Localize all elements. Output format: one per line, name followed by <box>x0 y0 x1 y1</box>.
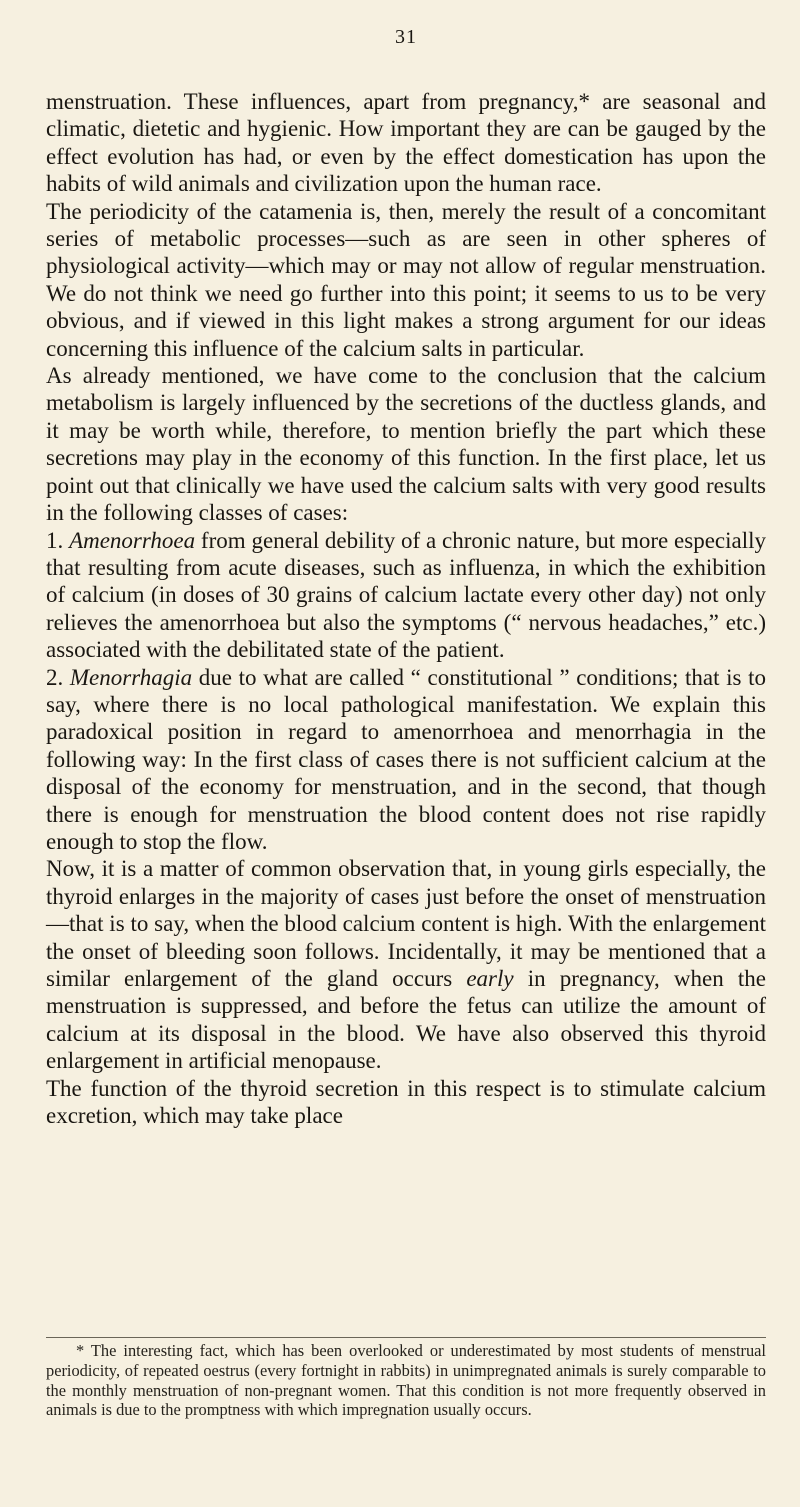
footnote-divider <box>46 1337 766 1338</box>
list-item-term: Menorrhagia <box>69 664 193 690</box>
paragraph-menstruation-influences: menstruation. These influences, apart from pregnancy,* are seasonal and climatic, dietetic and hygienic. How important they are can be gauged by the effect evolution has had, or even by the effect domestication has upon the habits of wild animals and civilization upon the human race. <box>46 89 766 197</box>
paragraph-ductless-glands: As already mentioned, we have come to the conclusion that the calcium metabolism is largely influenced by the secretions of the ductless glands, and it may be worth while, therefore, to mention briefly the part which these secretions may play in the economy of this function. In the first place, let us point out that clinically we have used the calcium salts with very good results in the following classes of cases: <box>46 363 766 526</box>
list-item-number: 1. <box>46 527 70 553</box>
list-item-text: due to what are called “ constitutional ” conditions; that is to say, where there is no local pathological manifestation. We explain this paradoxical position in regard to amenorrhoea and menorrhagia in the following way: In the first class of cases there is not sufficient calcium at the disposal of the economy for menstruation, and in the second, that though there is enough for menstruation the blood content does not rise rapidly enough to stop the flow. <box>46 664 767 854</box>
emphasis-early: early <box>466 966 514 991</box>
page-number: 31 <box>395 26 417 48</box>
paragraph-text: Now, it is a matter of common observation that, in young girls especially, the thyroid enlarges in the majority of cases just before the onset of menstruation—that is to say, when the blood calcium content is high. With the enlargement the onset of bleeding soon follows. Incidentally, it may be mentioned that a similar enlargement of the gland occurs <box>46 856 766 991</box>
list-item-term: Amenorrhoea <box>69 527 196 553</box>
paragraph-periodicity: The periodicity of the catamenia is, then, merely the result of a concomitant series of metabolic processes—such as are seen in other spheres of physiological activity—which may or may not allow of regular menstruation. We do not think we need go further into this point; it seems to us to be very obvious, and if viewed in this light makes a strong argument for our ideas concerning this influence of the calcium salts in particular. <box>46 198 766 361</box>
body-text <box>46 88 766 1129</box>
book-page <box>46 0 766 1507</box>
paragraph-text: in pregnancy, when the menstruation is suppressed, and before the fetus can utilize the amount of calcium at its disposal in the blood. We have also observed this thyroid enlargement in artificial menopause. <box>46 966 766 1074</box>
list-item-amenorrhoea <box>46 527 766 664</box>
paragraph-thyroid-function: The function of the thyroid secretion in this respect is to stimulate calcium excretion, which may take place <box>46 1075 766 1129</box>
paragraph-thyroid-enlargement <box>46 855 766 1074</box>
list-item-menorrhagia <box>46 664 766 856</box>
list-item-number: 2. <box>46 664 70 690</box>
footnote <box>46 1341 766 1420</box>
list-item-text: from general debility of a chronic nature, but more especially that resulting from acute diseases, such as influenza, in which the exhibition of calcium (in doses of 30 grains of calcium lactate every other day) not only relieves the amenorrhoea but also the symptoms (“ nervous headaches,” etc.) associated with the debilitated state of the patient. <box>46 527 766 663</box>
footnote-text: * The interesting fact, which has been overlooked or underestimated by most students of menstrual periodicity, of repeated oestrus (every fortnight in rabbits) in unimpregnated animals is surely comparable to the monthly menstruation of non-pregnant women. That this condition is not more frequently observed in animals is due to the promptness with which impregnation usually occurs. <box>46 1341 766 1420</box>
